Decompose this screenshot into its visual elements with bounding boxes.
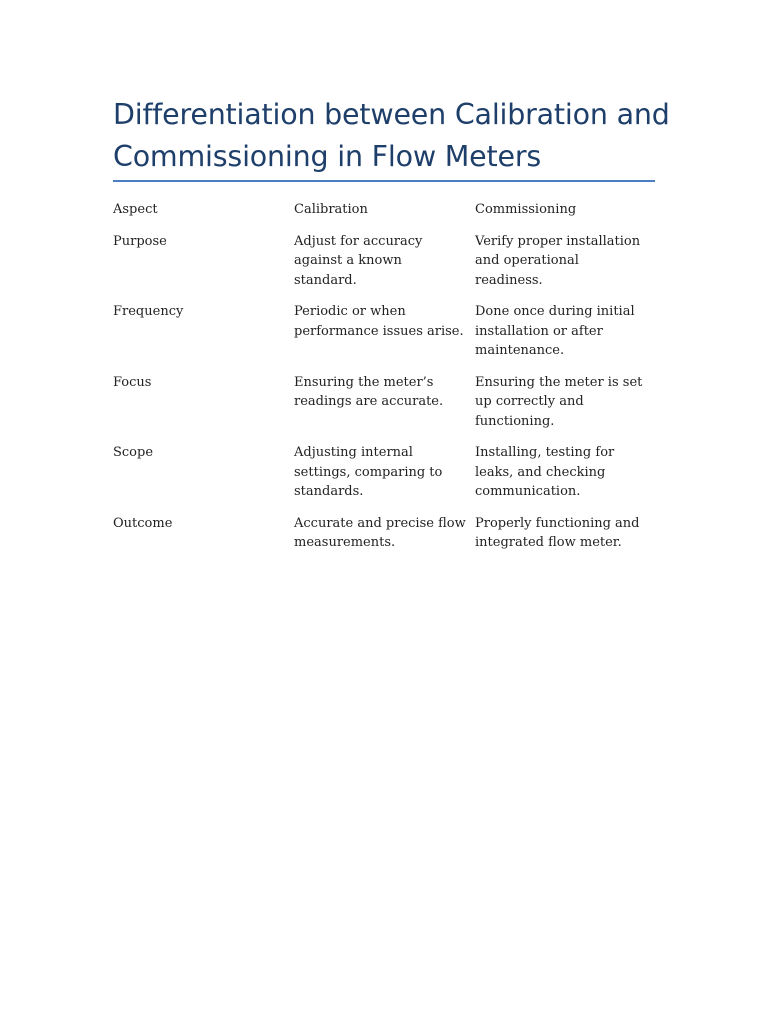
cell-commissioning: Installing, testing for leaks, and checking communication. (475, 445, 615, 499)
cell-commissioning: Properly functioning and integrated flow meter. (475, 515, 640, 550)
cell-aspect: Scope (113, 445, 154, 460)
document-title: Differentiation between Calibration and Commissioning in Flow Meters (113, 98, 670, 173)
table-row (113, 443, 655, 502)
cell-commissioning: Done once during initial installation or after maintenance. (475, 304, 635, 358)
title-divider (113, 180, 655, 182)
header-calibration: Calibration (294, 202, 368, 217)
cell-aspect: Purpose (113, 233, 167, 249)
cell-calibration: Periodic or when performance issues arise. (294, 304, 464, 339)
cell-aspect: Focus (113, 374, 152, 390)
table-header-row (113, 200, 655, 220)
header-commissioning: Commissioning (475, 202, 577, 217)
cell-commissioning: Ensuring the meter is set up correctly and functioning. (475, 374, 643, 429)
comparison-table (113, 200, 655, 565)
table-row (113, 232, 655, 291)
table-row (113, 373, 655, 432)
table-row (113, 302, 655, 361)
table-row (113, 514, 655, 553)
cell-aspect: Frequency (113, 304, 184, 319)
cell-calibration: Adjust for accuracy against a known standard. (294, 233, 423, 288)
cell-calibration: Ensuring the meter’s readings are accurate. (294, 374, 444, 409)
cell-calibration: Accurate and precise flow measurements. (294, 515, 466, 550)
cell-aspect: Outcome (113, 515, 173, 531)
header-aspect: Aspect (113, 202, 158, 217)
cell-commissioning: Verify proper installation and operational readiness. (475, 233, 641, 288)
cell-calibration: Adjusting internal settings, comparing to standards. (294, 445, 443, 499)
